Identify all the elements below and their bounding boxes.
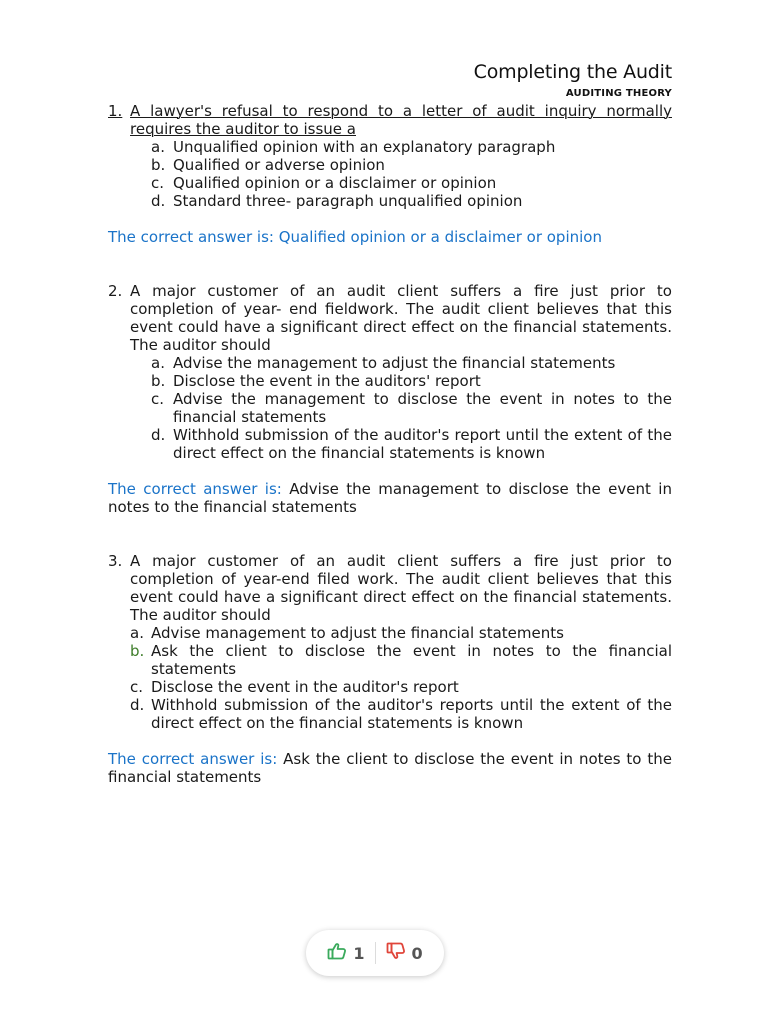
answer-lead: The correct answer is:	[108, 480, 290, 498]
answer-text: Ask the client to disclose the event in notes to the financial statements	[108, 750, 672, 786]
option-text: Unqualified opinion with an explanatory paragraph	[173, 138, 556, 156]
option-b	[130, 372, 672, 390]
vote-bar	[306, 930, 444, 976]
option-letter: a.	[130, 624, 144, 642]
answer-text: Qualified opinion or a disclaimer or opinion	[278, 228, 602, 246]
option-letter: c.	[130, 678, 144, 696]
option-text: Disclose the event in the auditor's report	[151, 678, 459, 696]
option-c	[130, 174, 672, 192]
option-text: Advise management to adjust the financial statements	[151, 624, 564, 642]
option-text: Qualified or adverse opinion	[173, 156, 385, 174]
option-a	[130, 138, 672, 156]
answer-text: Advise the management to disclose the event in notes to the financial statements	[108, 480, 672, 516]
option-text: Advise the management to adjust the financial statements	[173, 354, 616, 372]
option-c	[130, 678, 672, 696]
question-number: 2.	[108, 282, 123, 300]
option-a	[130, 354, 672, 372]
option-letter: c.	[151, 174, 165, 192]
option-letter: d.	[130, 696, 145, 714]
option-letter: c.	[151, 390, 165, 408]
question-2	[108, 282, 672, 462]
document-page	[108, 60, 672, 786]
option-text: Ask the client to disclose the event in notes to the financial statements	[151, 642, 672, 678]
page-title: Completing the Audit	[473, 61, 672, 83]
option-letter: b.	[130, 642, 145, 660]
thumbs-down-icon	[386, 942, 406, 964]
option-text: Advise the management to disclose the event in notes to the financial statements	[173, 390, 672, 426]
options-list	[130, 354, 672, 462]
option-a	[130, 624, 672, 642]
option-text: Withhold submission of the auditor's reports until the extent of the direct effect on the financial statements is known	[151, 696, 672, 732]
downvote-count: 0	[411, 943, 423, 963]
option-d	[130, 426, 672, 462]
option-text: Withhold submission of the auditor's report until the extent of the direct effect on the financial statements is known	[173, 426, 672, 462]
option-letter: b.	[151, 372, 166, 390]
answer-lead: The correct answer is:	[108, 228, 279, 246]
upvote-count: 1	[353, 943, 365, 963]
answer-2	[108, 480, 672, 516]
question-1	[108, 102, 672, 210]
page-subtitle: AUDITING THEORY	[565, 88, 672, 99]
option-c	[130, 390, 672, 426]
options-list	[130, 138, 672, 210]
downvote-button[interactable]	[376, 942, 433, 964]
question-stem: A lawyer's refusal to respond to a letter of audit inquiry normally requires the auditor to issue a	[130, 102, 672, 138]
question-3	[108, 552, 672, 732]
option-text: Qualified opinion or a disclaimer or opinion	[173, 174, 497, 192]
option-b	[130, 156, 672, 174]
options-list	[130, 624, 672, 732]
option-letter: b.	[151, 156, 166, 174]
question-number: 3.	[108, 552, 123, 570]
option-d	[130, 696, 672, 732]
question-stem: A major customer of an audit client suffers a fire just prior to completion of year- end fieldwork. The audit client believes that this event could have a significant direct effect on the financial statements. The auditor should	[130, 282, 672, 354]
option-text: Standard three- paragraph unqualified opinion	[173, 192, 523, 210]
question-stem: A major customer of an audit client suffers a fire just prior to completion of year-end filed work. The audit client believes that this event could have a significant direct effect on the financial statements. The auditor should	[130, 552, 672, 624]
option-letter: a.	[151, 138, 165, 156]
option-letter: d.	[151, 192, 166, 210]
answer-3	[108, 750, 672, 786]
option-text: Disclose the event in the auditors' report	[173, 372, 481, 390]
question-number: 1.	[108, 102, 123, 120]
option-b	[130, 642, 672, 678]
option-letter: d.	[151, 426, 166, 444]
upvote-button[interactable]	[317, 942, 374, 964]
option-letter: a.	[151, 354, 165, 372]
option-d	[130, 192, 672, 210]
thumbs-up-icon	[327, 942, 347, 964]
answer-lead: The correct answer is:	[108, 750, 284, 768]
answer-1	[108, 228, 672, 246]
